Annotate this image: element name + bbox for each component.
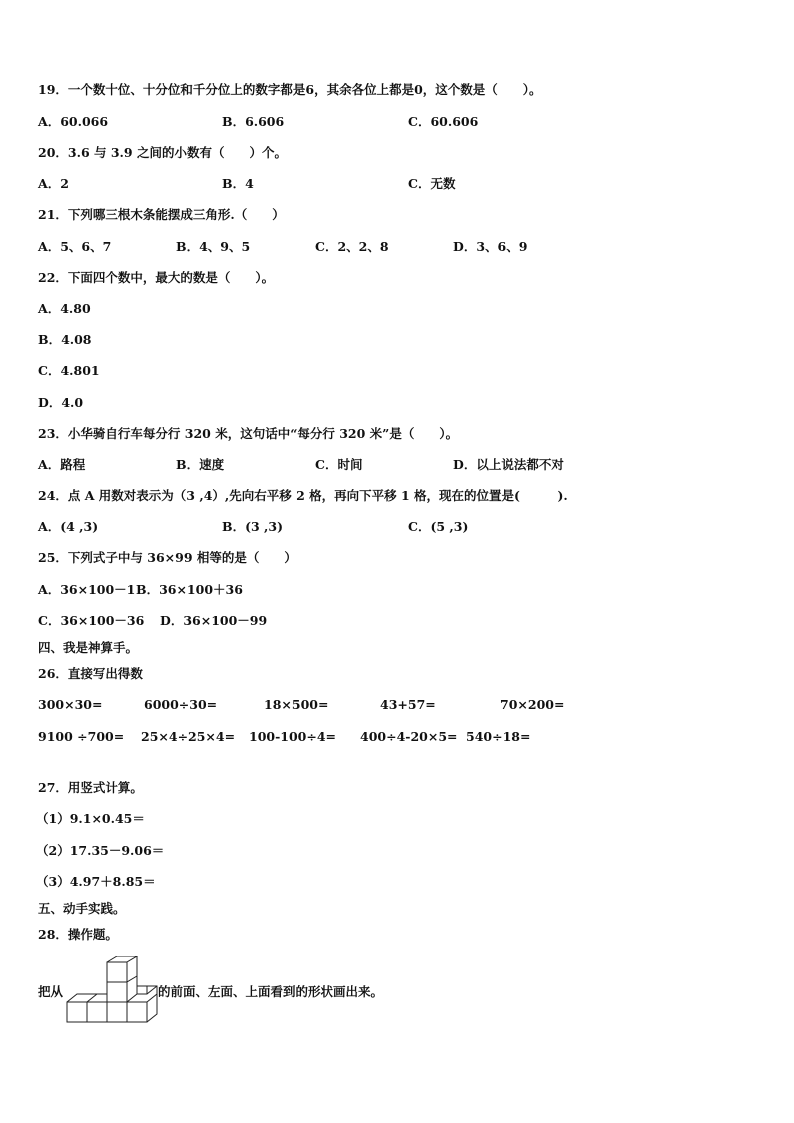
q27-item: （2）17.35－9.06＝ bbox=[36, 843, 165, 858]
q19-stem: 19．一个数十位、十分位和千分位上的数字都是6，其余各位上都是0，这个数是（ ）。 bbox=[38, 82, 542, 97]
q22-option-a: A．4.80 bbox=[38, 301, 91, 316]
q22-option-b: B．4.08 bbox=[38, 332, 92, 347]
cube-edge bbox=[147, 994, 157, 1002]
cube-edge bbox=[107, 956, 137, 962]
q23-option-a: A．路程 bbox=[38, 457, 86, 472]
q23-option-b: B．速度 bbox=[176, 457, 225, 472]
cube-edge bbox=[127, 976, 137, 982]
cube-stack-figure bbox=[66, 956, 158, 1024]
cube-edge bbox=[87, 994, 97, 1002]
q26-calc: 9100 ÷700= bbox=[38, 729, 125, 744]
q20-option-c: C．无数 bbox=[408, 176, 456, 191]
q24-stem: 24．点 A 用数对表示为（3 ,4）,先向右平移 2 格，再向下平移 1 格，现在的位置是( ). bbox=[38, 488, 568, 503]
q20-option-a: A．2 bbox=[38, 176, 69, 191]
q23-option-d: D．以上说法都不对 bbox=[453, 457, 564, 472]
cube-face bbox=[127, 1002, 147, 1022]
q19-option-c: C．60.606 bbox=[408, 114, 479, 129]
q20-option-b: B．4 bbox=[222, 176, 254, 191]
q22-option-d: D．4.0 bbox=[38, 395, 84, 410]
q26-calc: 300×30= bbox=[38, 697, 103, 712]
q26-calc: 43+57= bbox=[380, 697, 436, 712]
q25-option-b: B．36×100＋36 bbox=[136, 582, 243, 597]
q26-calc: 6000÷30= bbox=[144, 697, 218, 712]
q26-calc: 400÷4-20×5= bbox=[360, 729, 458, 744]
q24-option-b: B．(3 ,3) bbox=[222, 519, 283, 534]
cube-face bbox=[107, 1002, 127, 1022]
q28-prefix: 把从 bbox=[38, 984, 64, 999]
q19-option-a: A．60.066 bbox=[38, 114, 109, 129]
q28-stem: 28．操作题。 bbox=[38, 927, 118, 942]
q25-option-a: A．36×100－1 bbox=[38, 582, 136, 597]
section-four-heading: 四、我是神算手。 bbox=[38, 640, 139, 655]
q19-option-b: B．6.606 bbox=[222, 114, 285, 129]
q21-option-b: B．4、9、5 bbox=[176, 239, 251, 254]
q23-option-c: C．时间 bbox=[315, 457, 363, 472]
q24-option-c: C．(5 ,3) bbox=[408, 519, 469, 534]
q24-option-a: A．(4 ,3) bbox=[38, 519, 99, 534]
q23-stem: 23．小华骑自行车每分行 320 米，这句话中“每分行 320 米”是（ ）。 bbox=[38, 426, 459, 441]
q26-calc: 540÷18= bbox=[466, 729, 531, 744]
q26-calc: 18×500= bbox=[264, 697, 329, 712]
q21-option-a: A．5、6、7 bbox=[38, 239, 112, 254]
section-five-heading: 五、动手实践。 bbox=[38, 901, 126, 916]
q25-stem: 25．下列式子中与 36×99 相等的是（ ） bbox=[38, 550, 297, 565]
q22-stem: 22．下面四个数中，最大的数是（ ）。 bbox=[38, 270, 275, 285]
cube-face bbox=[67, 1002, 87, 1022]
q21-option-d: D．3、6、9 bbox=[453, 239, 528, 254]
q26-calc: 100-100÷4= bbox=[249, 729, 337, 744]
cube-edge bbox=[67, 994, 107, 1002]
q20-stem: 20．3.6 与 3.9 之间的小数有（ ）个。 bbox=[38, 145, 287, 160]
q22-option-c: C．4.801 bbox=[38, 363, 100, 378]
cube-face bbox=[87, 1002, 107, 1022]
q26-stem: 26．直接写出得数 bbox=[38, 666, 143, 681]
q26-calc: 70×200= bbox=[500, 697, 565, 712]
q27-item: （1）9.1×0.45＝ bbox=[36, 811, 145, 826]
cube-face bbox=[107, 962, 127, 982]
cube-face bbox=[107, 982, 127, 1002]
q21-option-c: C．2、2、8 bbox=[315, 239, 389, 254]
q26-calc: 25×4÷25×4= bbox=[141, 729, 236, 744]
cube-edge bbox=[127, 986, 157, 1002]
q27-item: （3）4.97＋8.85＝ bbox=[36, 874, 156, 889]
q25-option-c: C．36×100－36 bbox=[38, 613, 145, 628]
q27-stem: 27．用竖式计算。 bbox=[38, 780, 143, 795]
q28-suffix: 的前面、左面、上面看到的形状画出来。 bbox=[158, 984, 384, 999]
q25-option-d: D．36×100－99 bbox=[160, 613, 268, 628]
q21-stem: 21．下列哪三根木条能摆成三角形.（ ） bbox=[38, 207, 285, 222]
